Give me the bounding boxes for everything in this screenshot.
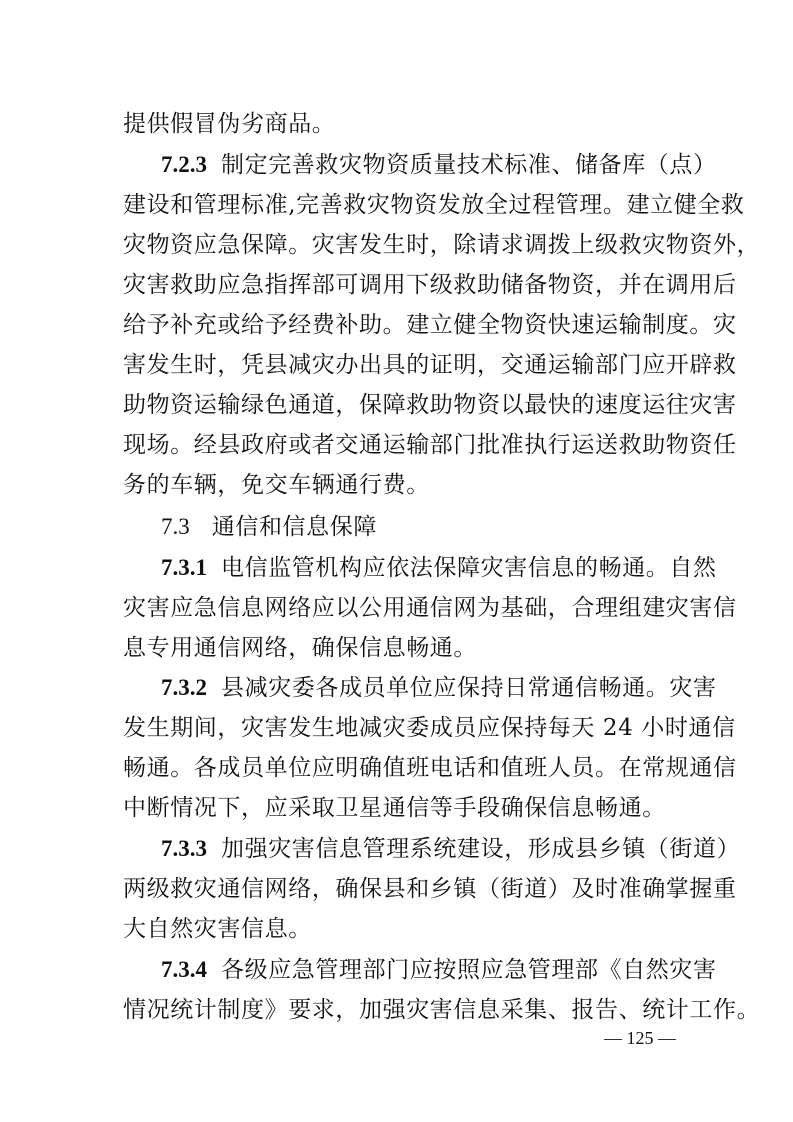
clause-number: 7.3.1 <box>161 555 207 580</box>
clause-number: 7.3.4 <box>161 957 207 982</box>
body-line: 中断情况下，应采取卫星通信等手段确保信息畅通。 <box>123 795 666 821</box>
clause-7-3-4-first-line <box>161 955 717 985</box>
body-line: 助物资运输绿色通道，保障救助物资以最快的速度运往灾害 <box>123 392 737 418</box>
clause-number: 7.3.2 <box>161 675 207 700</box>
clause-7-2-3-first-line <box>161 150 717 180</box>
clause-text: 加强灾害信息管理系统建设，形成县乡镇（街道） <box>221 836 741 862</box>
body-line: 务的车辆，免交车辆通行费。 <box>123 472 430 498</box>
body-line: 灾物资应急保障。灾害发生时，除请求调拨上级救灾物资外， <box>123 232 761 258</box>
section-title: 通信和信息保障 <box>211 514 377 540</box>
body-line: 畅通。各成员单位应明确值班电话和值班人员。在常规通信 <box>123 755 737 781</box>
body-line: 大自然灾害信息。 <box>123 916 312 942</box>
page-number: — 125 — <box>604 1028 676 1048</box>
clause-text: 各级应急管理部门应按照应急管理部《自然灾害 <box>221 957 717 983</box>
body-line: 情况统计制度》要求，加强灾害信息采集、报告、统计工作。 <box>123 997 761 1023</box>
clause-text: 制定完善救灾物资质量技术标准、储备库（点） <box>221 152 717 178</box>
body-line: 建设和管理标准,完善救灾物资发放全过程管理。建立健全救 <box>123 192 745 218</box>
clause-7-3-2-first-line <box>161 673 717 703</box>
clause-text: 电信监管机构应依法保障灾害信息的畅通。自然 <box>221 555 717 581</box>
section-heading <box>161 512 671 542</box>
clause-7-3-3-first-line <box>161 834 741 864</box>
section-number: 7.3 <box>161 514 190 539</box>
clause-number: 7.2.3 <box>161 152 207 177</box>
clause-number: 7.3.3 <box>161 836 207 861</box>
clause-7-3-1-first-line <box>161 553 717 583</box>
body-line: 提供假冒伪劣商品。 <box>123 111 336 137</box>
body-line: 给予补充或给予经费补助。建立健全物资快速运输制度。灾 <box>123 312 737 338</box>
body-line: 现场。经县政府或者交通运输部门批准执行运送救助物资任 <box>123 432 737 458</box>
body-line: 害发生时，凭县减灾办出具的证明，交通运输部门应开辟救 <box>123 352 737 378</box>
body-line: 息专用通信网络，确保信息畅通。 <box>123 635 477 661</box>
body-line: 两级救灾通信网络，确保县和乡镇（街道）及时准确掌握重 <box>123 876 737 902</box>
clause-text: 县减灾委各成员单位应保持日常通信畅通。灾害 <box>221 675 717 701</box>
body-line: 发生期间，灾害发生地减灾委成员应保持每天 24 小时通信 <box>123 715 736 741</box>
body-line: 灾害应急信息网络应以公用通信网为基础，合理组建灾害信 <box>123 595 737 621</box>
body-line: 灾害救助应急指挥部可调用下级救助储备物资，并在调用后 <box>123 272 737 298</box>
